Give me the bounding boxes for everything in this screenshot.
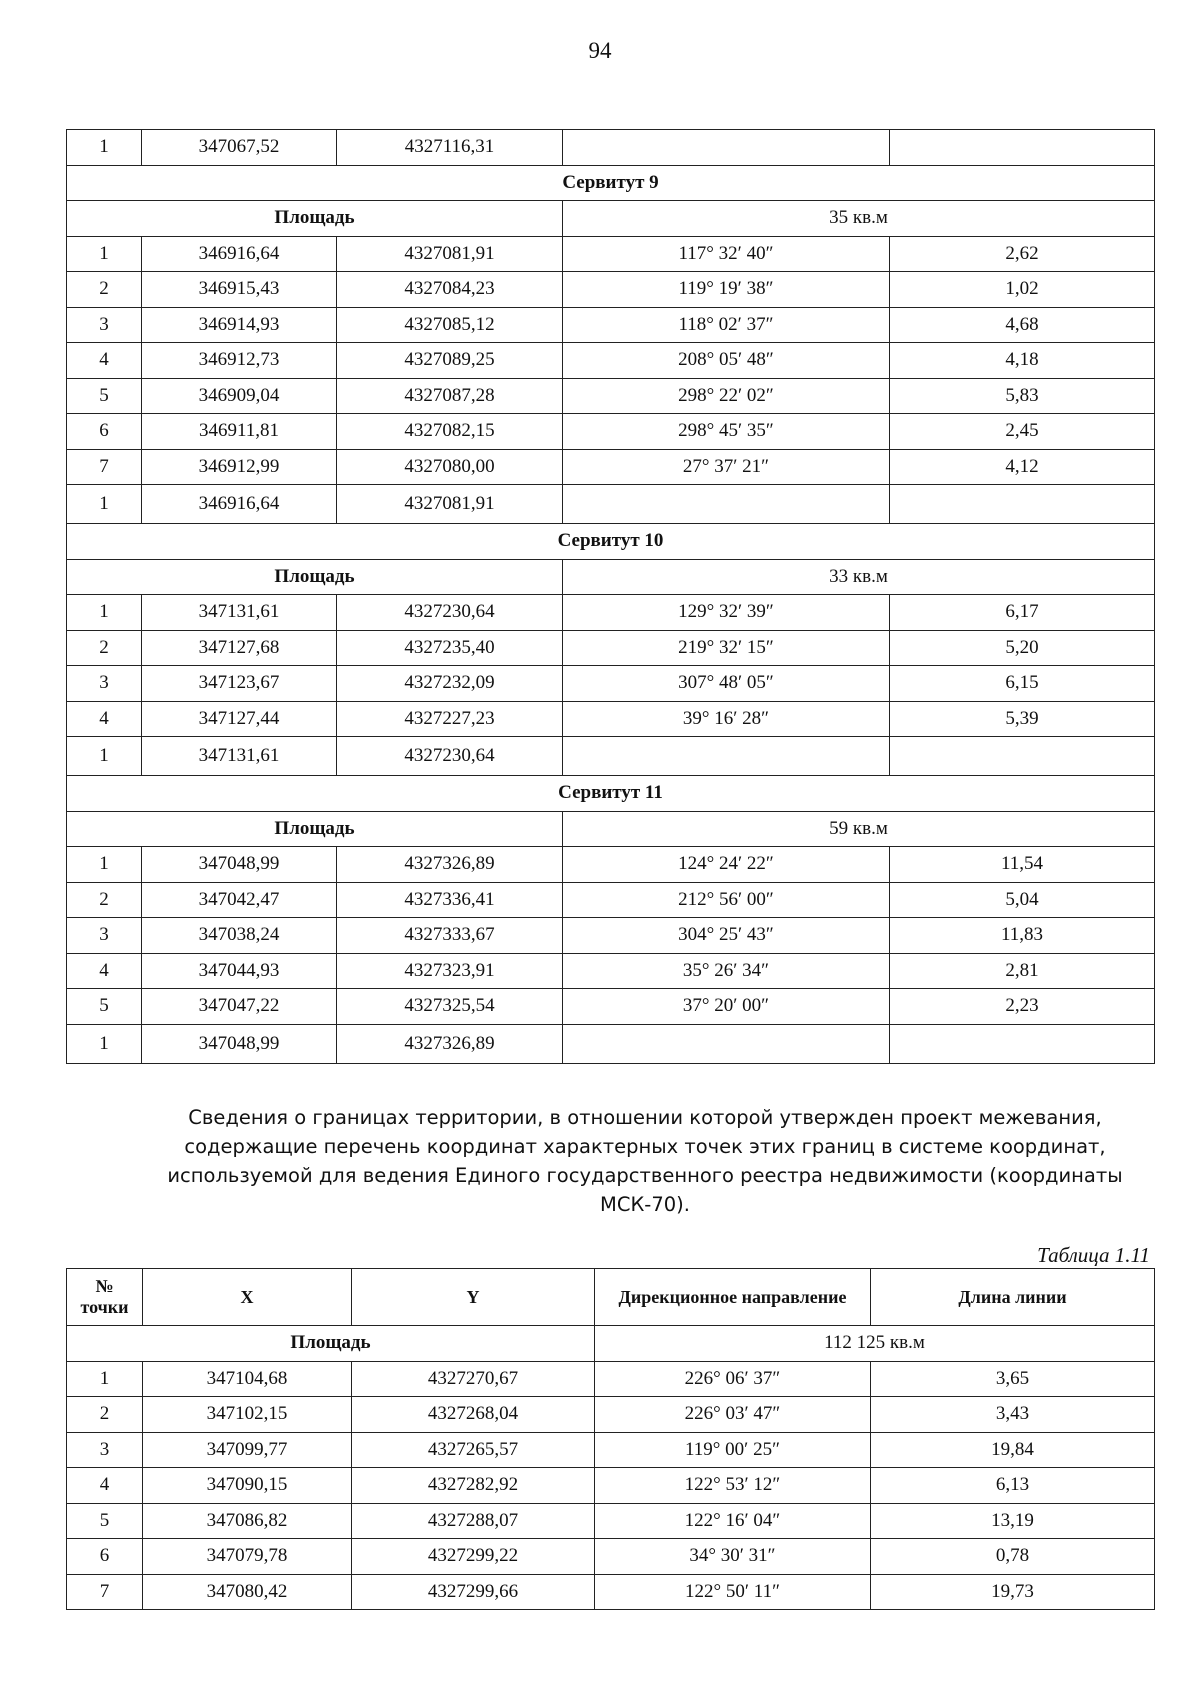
length-cell: 2,45 [890,414,1155,450]
table-row [67,989,1155,1025]
x-coordinate-cell: 346916,64 [142,485,337,524]
y-coordinate-cell: 4327080,00 [337,449,563,485]
area-label: Площадь [67,559,563,595]
length-cell [890,737,1155,776]
x-coordinate-cell: 347127,68 [142,630,337,666]
direction-cell: 304° 25′ 43″ [563,918,890,954]
x-coordinate-cell: 347042,47 [142,882,337,918]
point-number-cell: 1 [67,595,142,631]
y-coordinate-cell: 4327288,07 [352,1503,595,1539]
direction-cell: 27° 37′ 21″ [563,449,890,485]
length-cell: 19,84 [871,1432,1155,1468]
header-point-number: № точки [67,1269,143,1326]
direction-cell: 212° 56′ 00″ [563,882,890,918]
y-coordinate-cell: 4327230,64 [337,595,563,631]
table-row [67,414,1155,450]
table-row [67,449,1155,485]
direction-cell [563,130,890,166]
table-header-row [67,1269,1155,1326]
direction-cell: 226° 06′ 37″ [595,1361,871,1397]
direction-cell: 219° 32′ 15″ [563,630,890,666]
point-number-cell: 7 [67,1574,143,1610]
section-title: Сервитут 11 [67,776,1155,812]
section-title: Сервитут 10 [67,524,1155,560]
point-number-cell: 2 [67,882,142,918]
area-value: 59 кв.м [563,811,1155,847]
header-direction: Дирекционное направление [595,1269,871,1326]
x-coordinate-cell: 347067,52 [142,130,337,166]
table-row [67,918,1155,954]
length-cell: 2,62 [890,236,1155,272]
area-row [67,811,1155,847]
y-coordinate-cell: 4327326,89 [337,847,563,883]
table-row [67,737,1155,776]
point-number-cell: 3 [67,307,142,343]
length-cell: 2,81 [890,953,1155,989]
table-row [67,1397,1155,1433]
y-coordinate-cell: 4327227,23 [337,701,563,737]
length-cell: 6,17 [890,595,1155,631]
point-number-cell: 3 [67,918,142,954]
point-number-cell: 6 [67,1539,143,1575]
servitude-table-body [67,130,1155,1064]
x-coordinate-cell: 346912,73 [142,343,337,379]
area-value: 112 125 кв.м [595,1326,1155,1362]
boundary-coordinates-table [66,1268,1155,1610]
x-coordinate-cell: 347048,99 [142,847,337,883]
x-coordinate-cell: 346914,93 [142,307,337,343]
direction-cell: 298° 22′ 02″ [563,378,890,414]
table-row [67,666,1155,702]
y-coordinate-cell: 4327235,40 [337,630,563,666]
area-value: 33 кв.м [563,559,1155,595]
length-cell [890,130,1155,166]
direction-cell: 226° 03′ 47″ [595,1397,871,1433]
length-cell: 5,83 [890,378,1155,414]
table-row [67,630,1155,666]
x-coordinate-cell: 347044,93 [142,953,337,989]
area-row [67,1326,1155,1362]
length-cell: 0,78 [871,1539,1155,1575]
y-coordinate-cell: 4327087,28 [337,378,563,414]
table-row [67,130,1155,166]
length-cell: 11,83 [890,918,1155,954]
table-row [67,343,1155,379]
point-number-cell: 3 [67,1432,143,1468]
y-coordinate-cell: 4327323,91 [337,953,563,989]
length-cell: 4,68 [890,307,1155,343]
direction-cell: 129° 32′ 39″ [563,595,890,631]
y-coordinate-cell: 4327265,57 [352,1432,595,1468]
y-coordinate-cell: 4327282,92 [352,1468,595,1504]
direction-cell: 118° 02′ 37″ [563,307,890,343]
x-coordinate-cell: 347104,68 [143,1361,352,1397]
point-number-cell: 1 [67,1361,143,1397]
section-title: Сервитут 9 [67,165,1155,201]
direction-cell: 122° 50′ 11″ [595,1574,871,1610]
length-cell: 19,73 [871,1574,1155,1610]
x-coordinate-cell: 347086,82 [143,1503,352,1539]
y-coordinate-cell: 4327081,91 [337,236,563,272]
length-cell: 4,18 [890,343,1155,379]
y-coordinate-cell: 4327336,41 [337,882,563,918]
y-coordinate-cell: 4327081,91 [337,485,563,524]
point-number-cell: 3 [67,666,142,702]
header-x: X [143,1269,352,1326]
area-label: Площадь [67,201,563,237]
table-row [67,953,1155,989]
length-cell: 1,02 [890,272,1155,308]
point-number-cell: 4 [67,953,142,989]
length-cell: 13,19 [871,1503,1155,1539]
x-coordinate-cell: 346911,81 [142,414,337,450]
direction-cell: 119° 19′ 38″ [563,272,890,308]
length-cell: 4,12 [890,449,1155,485]
direction-cell: 122° 53′ 12″ [595,1468,871,1504]
x-coordinate-cell: 346916,64 [142,236,337,272]
area-label: Площадь [67,811,563,847]
x-coordinate-cell: 347131,61 [142,737,337,776]
direction-cell [563,485,890,524]
x-coordinate-cell: 347090,15 [143,1468,352,1504]
y-coordinate-cell: 4327325,54 [337,989,563,1025]
y-coordinate-cell: 4327082,15 [337,414,563,450]
table-row [67,1468,1155,1504]
x-coordinate-cell: 347047,22 [142,989,337,1025]
length-cell: 5,04 [890,882,1155,918]
direction-cell: 34° 30′ 31″ [595,1539,871,1575]
point-number-cell: 1 [67,1024,142,1063]
y-coordinate-cell: 4327084,23 [337,272,563,308]
table-row [67,1503,1155,1539]
page-number: 94 [588,38,612,63]
point-number-cell: 2 [67,1397,143,1433]
direction-cell [563,1024,890,1063]
area-value: 35 кв.м [563,201,1155,237]
x-coordinate-cell: 346912,99 [142,449,337,485]
x-coordinate-cell: 346915,43 [142,272,337,308]
y-coordinate-cell: 4327085,12 [337,307,563,343]
y-coordinate-cell: 4327299,22 [352,1539,595,1575]
y-coordinate-cell: 4327089,25 [337,343,563,379]
header-y: Y [352,1269,595,1326]
point-number-cell: 4 [67,343,142,379]
table-row [67,272,1155,308]
y-coordinate-cell: 4327116,31 [337,130,563,166]
x-coordinate-cell: 347131,61 [142,595,337,631]
point-number-cell: 5 [67,378,142,414]
y-coordinate-cell: 4327333,67 [337,918,563,954]
x-coordinate-cell: 347102,15 [143,1397,352,1433]
point-number-cell: 4 [67,701,142,737]
table-row [67,1024,1155,1063]
length-cell: 6,15 [890,666,1155,702]
y-coordinate-cell: 4327230,64 [337,737,563,776]
length-cell: 5,39 [890,701,1155,737]
point-number-cell: 2 [67,630,142,666]
direction-cell: 307° 48′ 05″ [563,666,890,702]
y-coordinate-cell: 4327270,67 [352,1361,595,1397]
direction-cell: 119° 00′ 25″ [595,1432,871,1468]
table-row [67,236,1155,272]
length-cell: 3,65 [871,1361,1155,1397]
y-coordinate-cell: 4327299,66 [352,1574,595,1610]
point-number-cell: 1 [67,737,142,776]
length-cell: 2,23 [890,989,1155,1025]
point-number-cell: 5 [67,1503,143,1539]
boundary-caption: Сведения о границах территории, в отношении которой утвержден проект межевания, содержащие перечень координат характерных точек этих границ в системе координат, используемой для ведения Единого государственного реестра недвижимости (координаты МСК-70). [167,1106,1123,1216]
x-coordinate-cell: 347080,42 [143,1574,352,1610]
length-cell: 11,54 [890,847,1155,883]
x-coordinate-cell: 347099,77 [143,1432,352,1468]
x-coordinate-cell: 347048,99 [142,1024,337,1063]
area-label: Площадь [67,1326,595,1362]
table-row [67,1574,1155,1610]
servitude-coordinates-table [66,129,1155,1064]
point-number-cell: 6 [67,414,142,450]
point-number-cell: 7 [67,449,142,485]
table-row [67,307,1155,343]
area-row [67,559,1155,595]
direction-cell: 117° 32′ 40″ [563,236,890,272]
table-row [67,595,1155,631]
point-number-cell: 1 [67,236,142,272]
length-cell [890,485,1155,524]
table-row [67,847,1155,883]
header-length: Длина линии [871,1269,1155,1326]
x-coordinate-cell: 347123,67 [142,666,337,702]
direction-cell: 208° 05′ 48″ [563,343,890,379]
x-coordinate-cell: 347127,44 [142,701,337,737]
x-coordinate-cell: 347079,78 [143,1539,352,1575]
table-row [67,1539,1155,1575]
length-cell: 3,43 [871,1397,1155,1433]
table-row [67,1361,1155,1397]
y-coordinate-cell: 4327268,04 [352,1397,595,1433]
table-row [67,378,1155,414]
point-number-cell: 4 [67,1468,143,1504]
length-cell: 6,13 [871,1468,1155,1504]
point-number-cell: 1 [67,485,142,524]
point-number-cell: 1 [67,847,142,883]
table-row [67,1432,1155,1468]
y-coordinate-cell: 4327326,89 [337,1024,563,1063]
x-coordinate-cell: 346909,04 [142,378,337,414]
area-row [67,201,1155,237]
table-row [67,882,1155,918]
direction-cell: 39° 16′ 28″ [563,701,890,737]
y-coordinate-cell: 4327232,09 [337,666,563,702]
section-title-row [67,776,1155,812]
table-row [67,485,1155,524]
direction-cell: 124° 24′ 22″ [563,847,890,883]
x-coordinate-cell: 347038,24 [142,918,337,954]
table-row [67,701,1155,737]
length-cell: 5,20 [890,630,1155,666]
point-number-cell: 1 [67,130,142,166]
length-cell [890,1024,1155,1063]
point-number-cell: 5 [67,989,142,1025]
section-title-row [67,524,1155,560]
boundary-table-body [67,1326,1155,1610]
point-number-cell: 2 [67,272,142,308]
direction-cell: 298° 45′ 35″ [563,414,890,450]
direction-cell: 35° 26′ 34″ [563,953,890,989]
table-label: Таблица 1.11 [1037,1243,1150,1267]
direction-cell: 37° 20′ 00″ [563,989,890,1025]
direction-cell: 122° 16′ 04″ [595,1503,871,1539]
direction-cell [563,737,890,776]
section-title-row [67,165,1155,201]
